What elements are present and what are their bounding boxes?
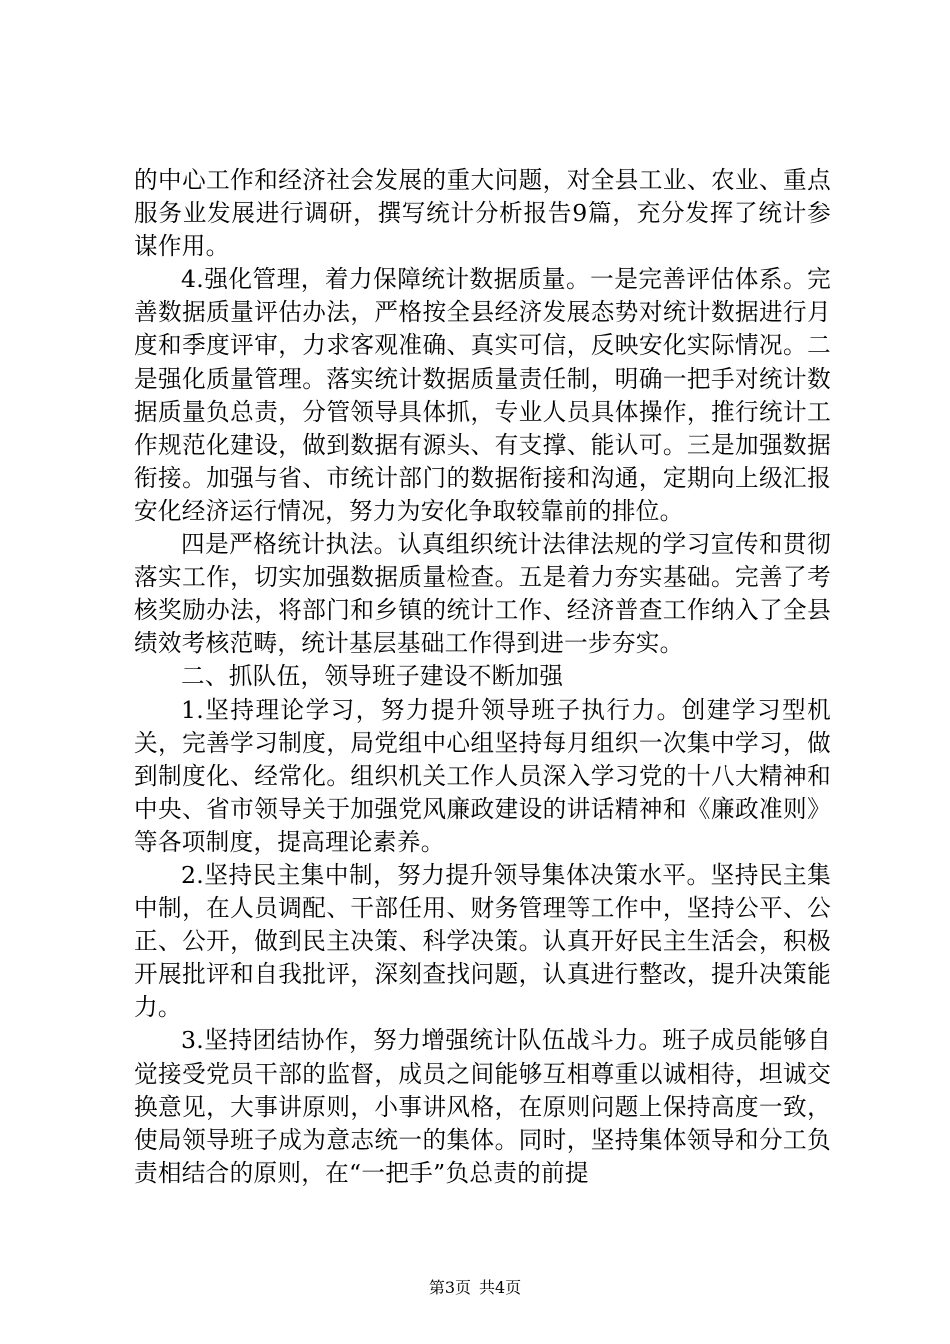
section-heading-team: 二、抓队伍，领导班子建设不断加强	[181, 662, 564, 691]
paragraph-law-enforcement: 四是严格统计执法。认真组织统计法律法规的学习宣传和贯彻落实工作，切实加强数据质量检查。五是着力夯实基础。完善了考核奖励办法，将部门和乡镇的统计工作、经济普查工作纳入了全县绩效考核范畴，统计基层基础工作得到进一步夯实。	[134, 530, 831, 658]
paragraph-data-quality: 4.强化管理，着力保障统计数据质量。一是完善评估体系。完善数据质量评估办法，严格按全县经济发展态势对统计数据进行月度和季度评审，力求客观准确、真实可信，反映安化实际情况。二是强化质量管理。落实统计数据质量责任制，明确一把手对统计数据质量负总责，分管领导具体抓，专业人员具体操作，推行统计工作规范化建设，做到数据有源头、有支撑、能认可。三是加强数据衔接。加强与省、市统计部门的数据衔接和沟通，定期向上级汇报安化经济运行情况，努力为安化争取较靠前的排位。	[134, 265, 831, 525]
paragraph-democratic-centralism: 2.坚持民主集中制，努力提升领导集体决策水平。坚持民主集中制，在人员调配、干部任用、财务管理等工作中，坚持公平、公正、公开，做到民主决策、科学决策。认真开好民主生活会，积极开展批评和自我批评，深刻查找问题，认真进行整改，提升决策能力。	[134, 860, 831, 1022]
paragraph-unity-cooperation: 3.坚持团结协作，努力增强统计队伍战斗力。班子成员能够自觉接受党员干部的监督，成员之间能够互相尊重以诚相待，坦诚交换意见，大事讲原则，小事讲风格，在原则问题上保持高度一致，使局领导班子成为意志统一的集体。同时，坚持集体领导和分工负责相结合的原则，在“一把手”负总责的前提	[134, 1026, 831, 1187]
page-footer	[0, 1278, 950, 1298]
page-number-total: 共4页	[479, 1278, 522, 1297]
document-body	[134, 164, 831, 1190]
page-number-current: 第3页	[428, 1278, 471, 1297]
paragraph-continuation: 的中心工作和经济社会发展的重大问题，对全县工业、农业、重点服务业发展进行调研，撰写统计分析报告9篇，充分发挥了统计参谋作用。	[134, 166, 831, 261]
paragraph-theory-study: 1.坚持理论学习，努力提升领导班子执行力。创建学习型机关，完善学习制度，局党组中心组坚持每月组织一次集中学习，做到制度化、经常化。组织机关工作人员深入学习党的十八大精神和中央、省市领导关于加强党风廉政建设的讲话精神和《廉政准则》等各项制度，提高理论素养。	[134, 695, 831, 856]
